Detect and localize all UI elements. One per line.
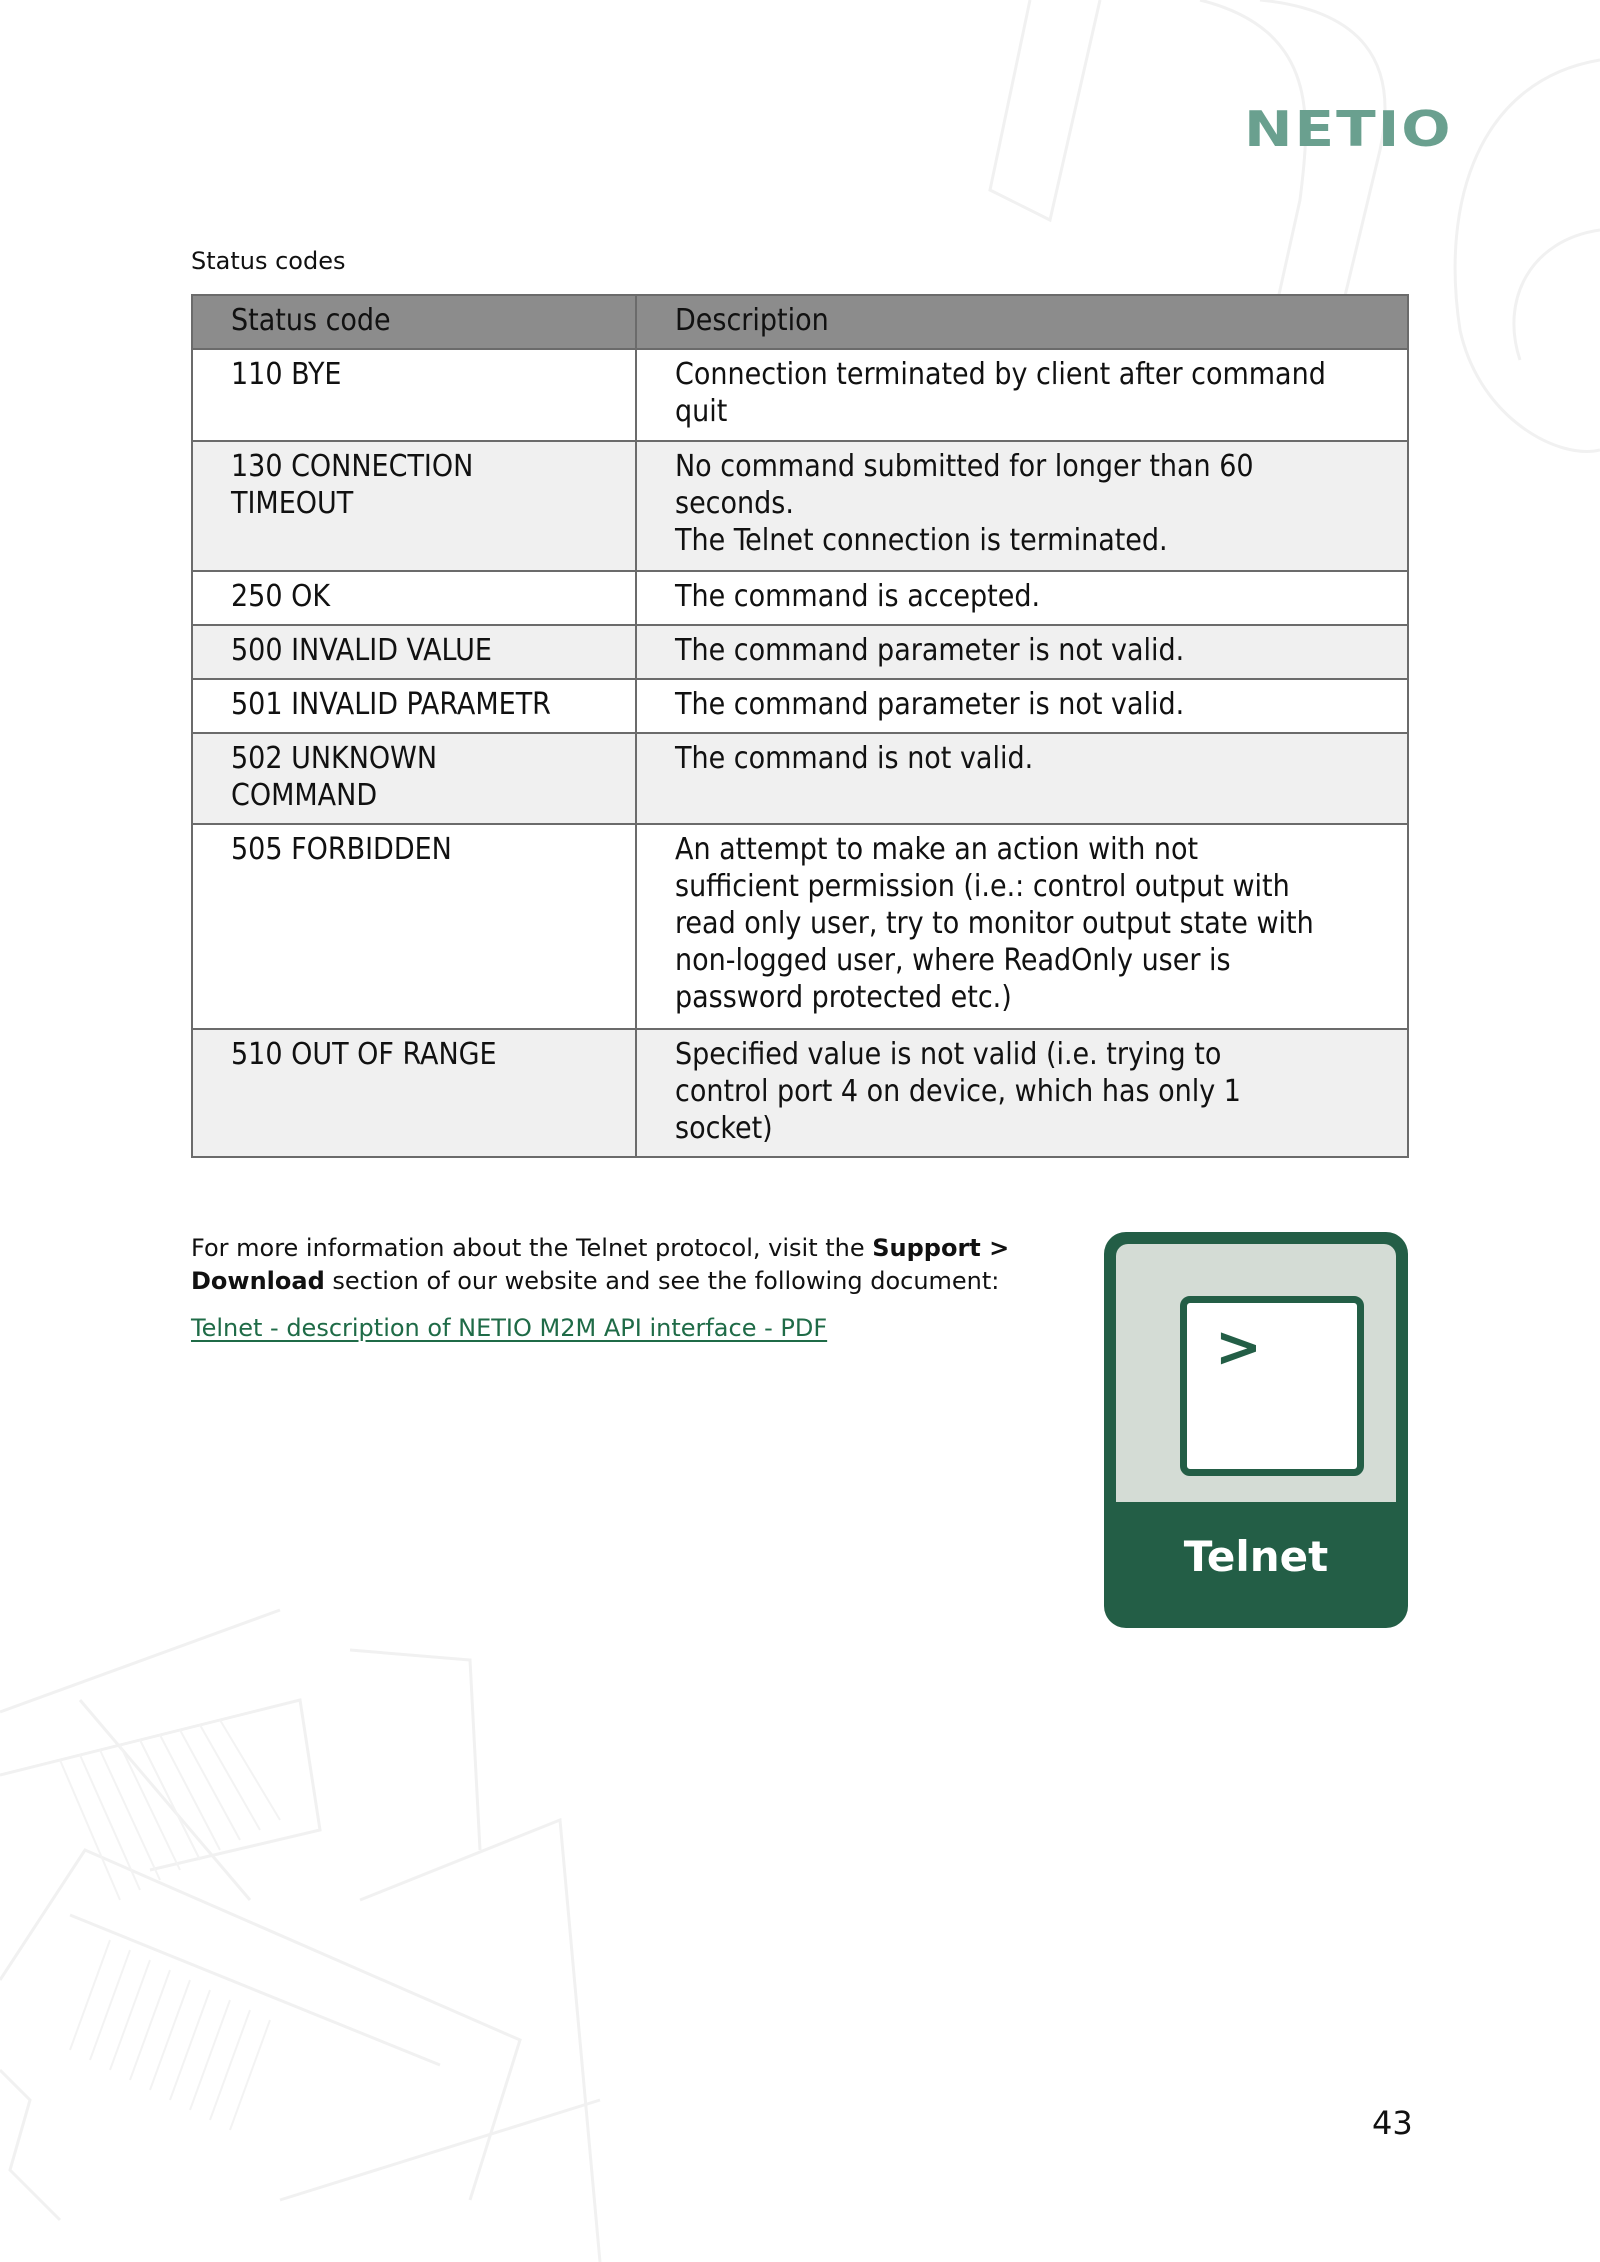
download-section-name: Download	[191, 1267, 325, 1295]
column-header-description: Description	[636, 295, 1408, 349]
table-row	[192, 679, 1408, 733]
netio-logo: NETIO	[1244, 100, 1453, 158]
description-cell: Specified value is not valid (i.e. trying to control port 4 on device, which has only 1 socket)	[636, 1029, 1408, 1157]
support-download-path: Support >	[872, 1234, 1010, 1262]
description-cell: The command parameter is not valid.	[636, 679, 1408, 733]
description-cell: The command is not valid.	[636, 733, 1408, 824]
status-code-cell: 110 BYE	[192, 349, 636, 441]
telnet-tile	[1104, 1232, 1408, 1628]
section-title: Status codes	[191, 247, 346, 275]
table-row	[192, 824, 1408, 1029]
status-code-cell: 505 FORBIDDEN	[192, 824, 636, 1029]
prompt-chevron-icon: >	[1215, 1315, 1262, 1380]
table-row	[192, 733, 1408, 824]
info-paragraph: For more information about the Telnet protocol, visit the Support > Download section of our website and see the following document:	[191, 1234, 1010, 1295]
status-codes-table	[191, 294, 1409, 1158]
description-cell: No command submitted for longer than 60 seconds. The Telnet connection is terminated.	[636, 441, 1408, 571]
table-row	[192, 441, 1408, 571]
table-row	[192, 1029, 1408, 1157]
table-row	[192, 625, 1408, 679]
status-code-cell: 510 OUT OF RANGE	[192, 1029, 636, 1157]
description-cell: Connection terminated by client after command quit	[636, 349, 1408, 441]
terminal-icon	[1180, 1296, 1364, 1476]
status-code-cell: 502 UNKNOWN COMMAND	[192, 733, 636, 824]
table-header-row	[192, 295, 1408, 349]
description-cell: An attempt to make an action with not sufficient permission (i.e.: control output with read only user, try to monitor output state with non-logged user, where ReadOnly user is password protected etc.)	[636, 824, 1408, 1029]
status-code-cell: 500 INVALID VALUE	[192, 625, 636, 679]
tile-label: Telnet	[1183, 1532, 1329, 1581]
tile-icon-area	[1116, 1244, 1396, 1502]
table-row	[192, 571, 1408, 625]
page-number: 43	[1372, 2104, 1413, 2142]
table-row	[192, 349, 1408, 441]
status-code-cell: 130 CONNECTION TIMEOUT	[192, 441, 636, 571]
status-code-cell: 501 INVALID PARAMETR	[192, 679, 636, 733]
description-cell: The command parameter is not valid.	[636, 625, 1408, 679]
column-header-status-code: Status code	[192, 295, 636, 349]
telnet-pdf-link[interactable]: Telnet - description of NETIO M2M API interface - PDF	[191, 1314, 828, 1342]
status-code-cell: 250 OK	[192, 571, 636, 625]
description-cell: The command is accepted.	[636, 571, 1408, 625]
